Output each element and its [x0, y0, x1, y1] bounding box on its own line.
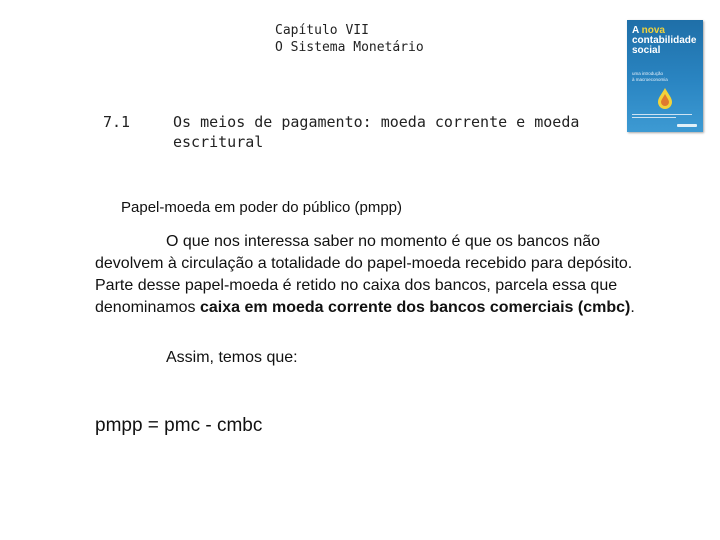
section-number: 7.1: [103, 113, 131, 131]
chapter-header: [275, 22, 424, 56]
assim-text: Assim, temos que:: [166, 349, 298, 366]
chapter-title: Capítulo VII: [275, 23, 369, 38]
chapter-subtitle: O Sistema Monetário: [275, 40, 424, 55]
book-cover-subtitle: uma introdução à macroeconomia: [632, 71, 668, 82]
paragraph-bold-term: caixa em moeda corrente dos bancos comerciais (cmbc): [199, 299, 631, 316]
body-paragraph: [95, 231, 655, 319]
publisher-logo-icon: [677, 123, 697, 128]
book-cover-authors-decoration: [632, 114, 700, 118]
book-cover-title-accent: nova: [641, 25, 665, 36]
formula: pmpp = pmc - cmbc: [95, 415, 263, 436]
book-cover-drop-icon: [655, 86, 675, 110]
section-title: Os meios de pagamento: moeda corrente e moeda escritural: [173, 113, 580, 151]
paragraph-end: .: [630, 299, 635, 316]
book-cover-title: A nova contabilidade social: [632, 25, 697, 56]
paragraph-text: O que nos interessa saber no momento é que os bancos não devolvem à circulação a totalidade do papel-moeda recebido para depósito. Parte desse papel-moeda é retido no caixa dos bancos, parcela essa que denominamos: [95, 233, 633, 316]
book-cover-image: [627, 20, 703, 132]
subheading: Papel-moeda em poder do público (pmpp): [121, 199, 402, 216]
